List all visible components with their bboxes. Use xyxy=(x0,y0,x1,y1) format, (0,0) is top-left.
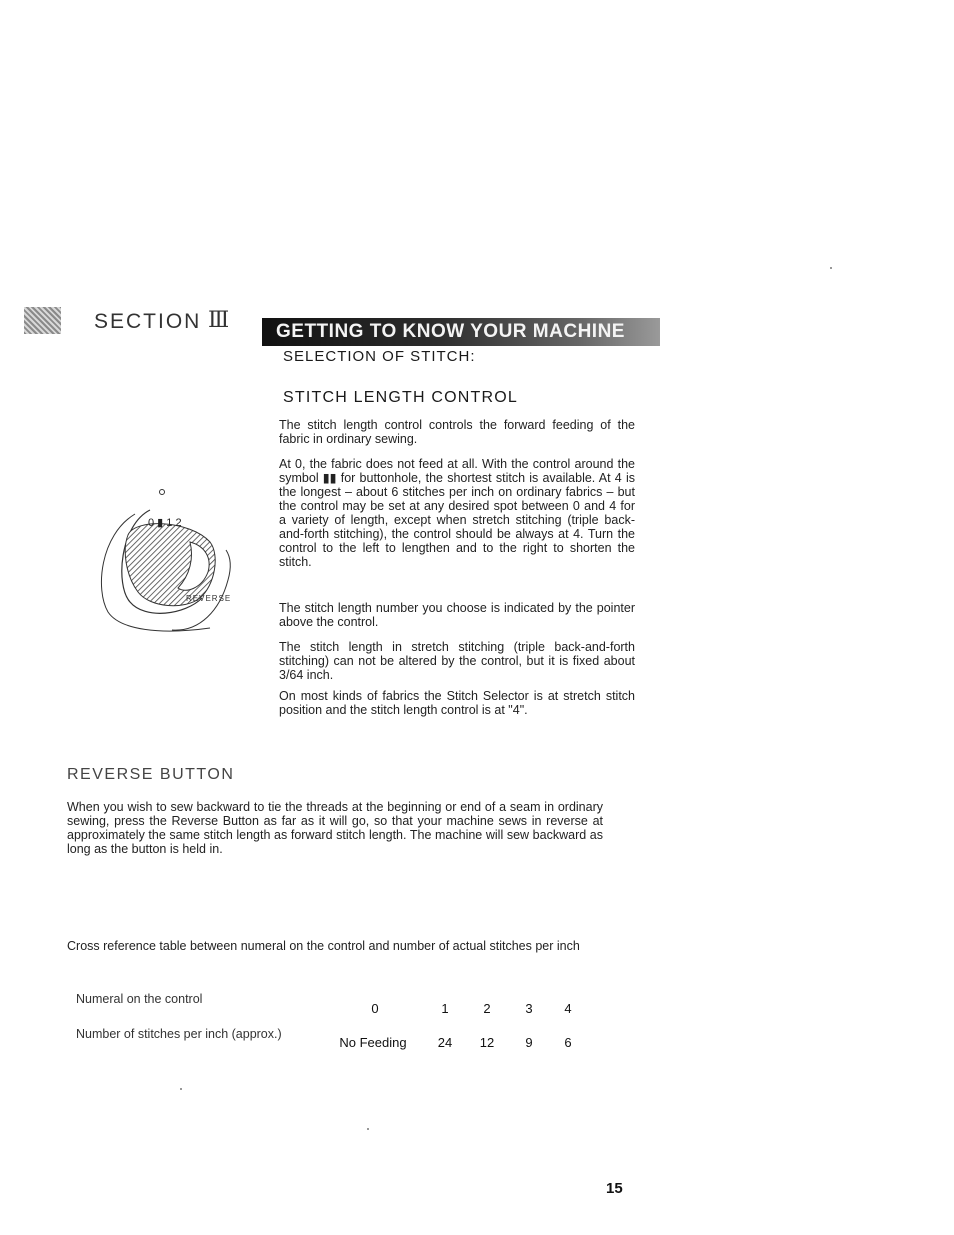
table-cell-stitches: 24 xyxy=(437,1035,453,1050)
table-cell-numeral: 0 xyxy=(371,1001,379,1016)
dial-pointer-dot xyxy=(160,490,165,495)
table-cell-numeral: 3 xyxy=(525,1001,533,1016)
table-cell-numeral: 4 xyxy=(564,1001,572,1016)
section-label: SECTION xyxy=(94,310,202,333)
scan-speck xyxy=(180,1088,182,1090)
table-cell-numeral: 2 xyxy=(483,1001,491,1016)
stitch-paragraph: The stitch length number you choose is indicated by the pointer above the control. xyxy=(279,601,635,629)
reverse-button-paragraph: When you wish to sew backward to tie the threads at the beginning or end of a seam in ordinary sewing, press the Reverse Button as far as it will go, so that your machine sews in reverse at approximately the same stitch length as forward stitch length. The machine will sew backward as long as the button is held in. xyxy=(67,800,603,856)
table-row-label: Numeral on the control xyxy=(76,992,203,1006)
table-cell-stitches: 9 xyxy=(525,1035,533,1050)
stitch-length-dial-illustration xyxy=(90,480,240,640)
reverse-label: REVERSE xyxy=(186,594,232,603)
stitch-length-control-heading: STITCH LENGTH CONTROL xyxy=(283,389,518,406)
stitch-paragraph: On most kinds of fabrics the Stitch Selector is at stretch stitch position and the stitch length control is at "4". xyxy=(279,689,635,717)
section-title-banner: GETTING TO KNOW YOUR MACHINE xyxy=(262,318,660,346)
stitch-paragraph: The stitch length in stretch stitching (triple back-and-forth stitching) can not be altered by the control, but it is fixed about 3/64 inch. xyxy=(279,640,635,682)
stitch-paragraph: At 0, the fabric does not feed at all. With the control around the symbol ▮▮ for buttonhole, the shortest stitch is available. At 4 is the longest – about 6 stitches per inch on ordinary fabrics – but the control may be set at any desired spot between 0 and 4 for a variety of length, except when stretch stitching (triple back-and-forth stitching), the control should be always at 4. Turn the control to the left to lengthen and to the right to shorten the stitch. xyxy=(279,457,635,569)
table-cell-stitches: 6 xyxy=(564,1035,572,1050)
reverse-button-heading: REVERSE BUTTON xyxy=(67,766,235,783)
stitch-paragraph: The stitch length control controls the forward feeding of the fabric in ordinary sewing. xyxy=(279,418,635,446)
dial-scale-label: 0 ▮ 1 2 xyxy=(148,517,182,529)
table-cell-numeral: 1 xyxy=(441,1001,449,1016)
selection-of-stitch-heading: SELECTION OF STITCH: xyxy=(283,348,476,365)
page-number: 15 xyxy=(606,1180,623,1197)
scan-speck xyxy=(830,267,832,269)
cross-reference-intro: Cross reference table between numeral on the control and number of actual stitches per inch xyxy=(67,939,580,953)
table-row-label: Number of stitches per inch (approx.) xyxy=(76,1027,282,1041)
table-cell-stitches: 12 xyxy=(479,1035,495,1050)
table-cell-stitches: No Feeding xyxy=(339,1035,407,1050)
section-corner-mark xyxy=(24,307,61,334)
scan-speck xyxy=(367,1128,369,1130)
section-numeral: Ⅲ xyxy=(208,308,230,333)
